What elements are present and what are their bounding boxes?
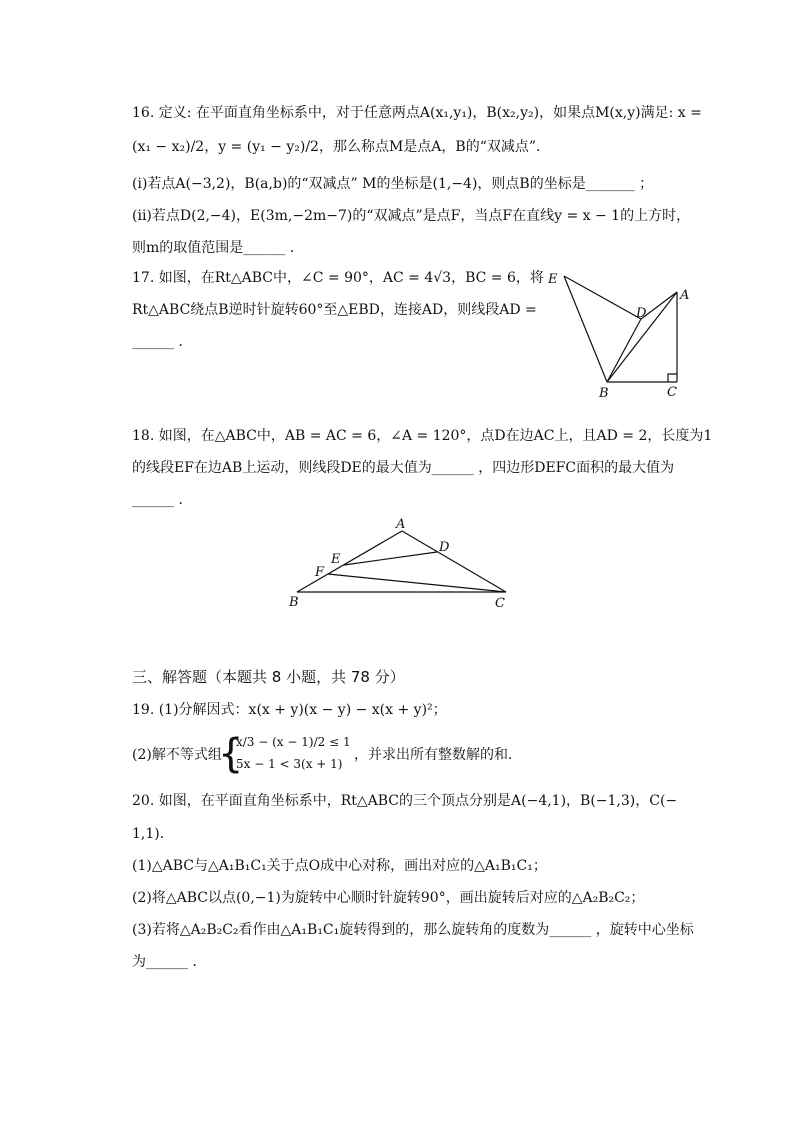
p17-edge-DB	[607, 319, 641, 382]
p17-right-angle-mark	[668, 374, 677, 382]
p20-line2: 1,1)．	[132, 826, 174, 842]
p18-edge-BA	[297, 531, 402, 592]
p17-line2: Rt△ABC绕点B逆时针旋转60°至△EBD，连接AD，则线段AD =	[132, 302, 537, 318]
p17-figure	[540, 262, 710, 402]
p19-inequality-1: x/3 − (x − 1)/2 ≤ 1	[236, 735, 351, 749]
p18-label-D: D	[439, 540, 450, 555]
p17-label-E: E	[548, 272, 558, 287]
p17-line3: ______ ．	[132, 334, 193, 350]
p18-label-A: A	[396, 517, 406, 532]
p20-line6: 为______ ．	[132, 954, 207, 970]
p19-line1: 19. (1)分解因式：x(x + y)(x − y) − x(x + y)²；	[132, 702, 447, 718]
p20-line1: 20. 如图，在平面直角坐标系中，Rt△ABC的三个顶点分别是A(−4,1)，B(−1,3)，C(−	[132, 793, 678, 809]
p17-label-D: D	[636, 306, 647, 321]
p16-line3: (i)若点A(−3,2)，B(a,b)的“双减点” M的坐标是(1,−4)，则点B的坐标是_______ ；	[132, 176, 654, 192]
p18-figure	[282, 512, 522, 612]
p18-label-C: C	[495, 596, 505, 611]
p17-label-C: C	[667, 385, 677, 400]
p19-inequality-2: 5x − 1 < 3(x + 1)	[236, 757, 343, 771]
p17-line1: 17. 如图，在Rt△ABC中，∠C = 90°，AC = 4√3，BC = 6，将	[132, 270, 544, 286]
p17-label-A: A	[680, 288, 690, 303]
p16-line5: 则m的取值范围是______ ．	[132, 240, 304, 256]
p16-line2: (x₁ − x₂)/2，y = (y₁ − y₂)/2，那么称点M是点A，B的“双减点”．	[132, 139, 551, 155]
p17-edge-EB	[564, 276, 607, 382]
p18-label-F: F	[315, 565, 325, 580]
p20-line3: (1)△ABC与△A₁B₁C₁关于点O成中心对称，画出对应的△A₁B₁C₁；	[132, 858, 547, 874]
p20-line5: (3)若将△A₂B₂C₂看作由△A₁B₁C₁旋转得到的，那么旋转角的度数为______ ，旋转中心坐标	[132, 922, 694, 938]
p19-brace: {	[218, 731, 244, 777]
section-heading: 三、解答题（本题共 8 小题，共 78 分）	[132, 668, 405, 686]
p18-label-E: E	[331, 552, 341, 567]
p18-line3: ______ ．	[132, 492, 193, 508]
p19-line2-prefix: (2)解不等式组	[132, 747, 222, 763]
p16-line1: 16. 定义: 在平面直角坐标系中，对于任意两点A(x₁,y₁)，B(x₂,y₂)，如果点M(x,y)满足: x =	[132, 105, 702, 121]
p17-label-B: B	[599, 386, 609, 401]
p20-line4: (2)将△ABC以点(0,−1)为旋转中心顺时针旋转90°，画出旋转后对应的△A₂B₂C₂；	[132, 890, 645, 906]
p16-line4: (ii)若点D(2,−4)，E(3m,−2m−7)的“双减点”是点F，当点F在直线y = x − 1的上方时，	[132, 208, 691, 224]
p18-edge-ED	[344, 552, 437, 565]
p18-line1: 18. 如图，在△ABC中，AB = AC = 6，∠A = 120°，点D在边AC上，且AD = 2，长度为1	[132, 428, 713, 444]
p19-line2-suffix: ，并求出所有整数解的和．	[354, 747, 522, 763]
p18-line2: 的线段EF在边AB上运动，则线段DE的最大值为______ ，四边形DEFC面积的最大值为	[132, 460, 675, 476]
p18-label-B: B	[289, 595, 299, 610]
p17-edge-ED	[564, 276, 641, 319]
